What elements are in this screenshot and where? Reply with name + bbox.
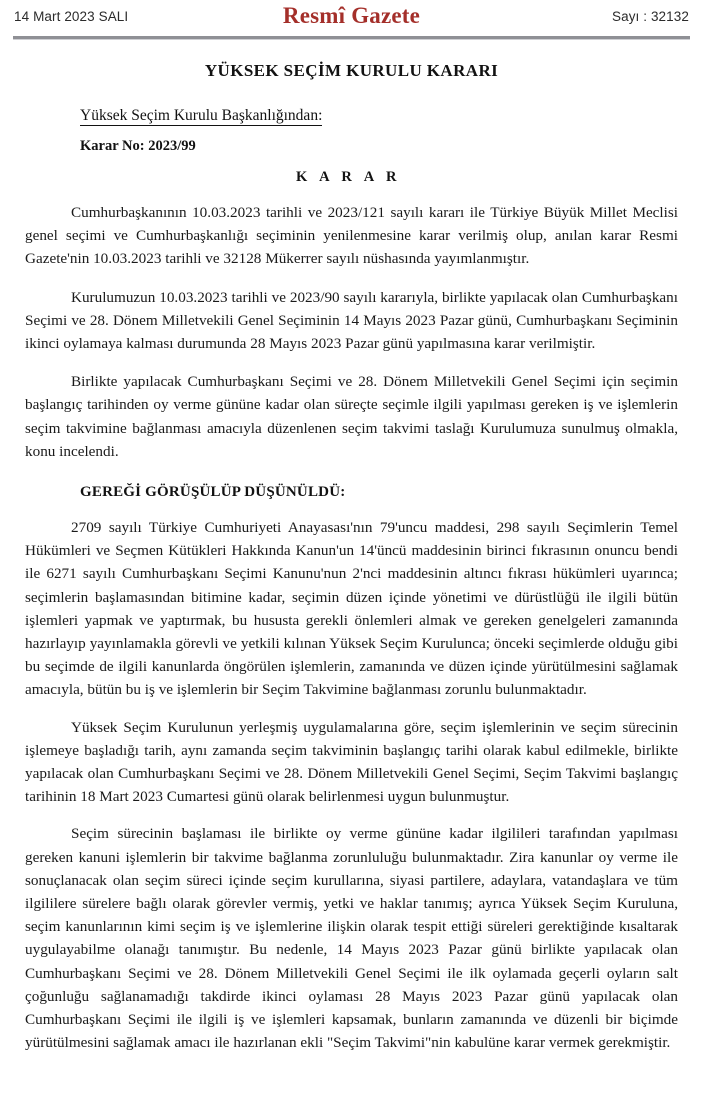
paragraph: Birlikte yapılacak Cumhurbaşkanı Seçimi ve 28. Dönem Milletvekili Genel Seçimi için seçimin başlangıç tarihinden oy verme gününe kadar olan süreçte seçimle ilgili yapılması gereken iş ve işlemlerin seçim takvimine bağlanması amacıyla düzenlenen seçim takvimi taslağı Kurulumuza sunulmuş olmakla, konu incelendi. xyxy=(25,373,678,460)
decision-word: K A R A R xyxy=(296,169,401,185)
section-heading: GEREĞİ GÖRÜŞÜLÜP DÜŞÜNÜLDÜ: xyxy=(80,484,346,501)
paragraph: Seçim sürecinin başlaması ile birlikte oy verme gününe kadar ilgilileri tarafından yapılması gereken kanuni işlemlerin bir takvime bağlanma zorunluluğu bulunmaktadır. Zira kanunlar oy verme ile sonuçlanacak olan seçim süreci içinde seçim kurullarına, siyasi partilere, adaylara, vatandaşlara ve tüm ilgililere sürelere bağlı olarak görevler vermiş, yetki ve haklar tanımış; ayrıca Yüksek Seçim Kuruluna, seçim kanunlarının kimi seçim iş ve işlemlerine ilişkin olarak tespit ettiği süreleri gerektiğinde kısaltarak uygulayabilme olanağı tanımıştır. Bu nedenle, 14 Mayıs 2023 Pazar günü birlikte yapılacak olan Cumhurbaşkanı Seçimi ve 28. Dönem Milletvekili Genel Seçimi ile ilk oylamada geçerli oyların salt çoğunluğu sağlanamadığı takdirde ikinci oylaması 28 Mayıs 2023 Pazar günü yapılacak olan Cumhurbaşkanı Seçimi ile ilgili iş ve işlemleri kapsamak, bunların zamanında ve düzenli bir biçimde yürütülmesini sağlamak amacı ile hazırlanan ekli "Seçim Takvimi"nin kabulüne karar vermek gerekmiştir. xyxy=(25,825,678,1052)
masthead xyxy=(0,0,703,33)
decision-number: Karar No: 2023/99 xyxy=(80,138,196,154)
paragraph: Yüksek Seçim Kurulunun yerleşmiş uygulamalarına göre, seçim işlemlerinin ve seçim sürecinin işlemeye başladığı tarih, aynı zamanda seçim takviminin başlangıç tarihi olarak kabul edilmekle, birlikte yapılacak olan Cumhurbaşkanı Seçimi ve 28. Dönem Milletvekili Genel Seçimi, Seçim Takvimi başlangıç tarihinin 18 Mart 2023 Cumartesi günü olarak belirlenmesi uygun bulunmuştur. xyxy=(25,718,678,806)
paragraph: Kurulumuzun 10.03.2023 tarihli ve 2023/90 sayılı kararıyla, birlikte yapılacak olan Cumhurbaşkanı Seçimi ve 28. Dönem Milletvekili Genel Seçiminin 14 Mayıs 2023 Pazar günü, Cumhurbaşkanı Seçiminin ikinci oylamaya kalması durumunda 28 Mayıs 2023 Pazar günü yapılmasına karar verilmiştir. xyxy=(25,288,678,353)
gazette-title: Resmî Gazete xyxy=(282,3,421,28)
issue-number: Sayı : 32132 xyxy=(611,9,689,24)
masthead-divider xyxy=(13,36,690,40)
document-body xyxy=(0,61,703,1055)
issuing-agency-label: Yüksek Seçim Kurulu Başkanlığından: xyxy=(80,107,323,124)
page-title: YÜKSEK SEÇİM KURULU KARARI xyxy=(204,61,499,80)
publication-date: 14 Mart 2023 SALI xyxy=(14,9,129,24)
paragraph: Cumhurbaşkanının 10.03.2023 tarihli ve 2023/121 sayılı kararı ile Türkiye Büyük Millet Meclisi genel seçimi ve Cumhurbaşkanlığı seçiminin yenilenmesine karar verilmiş olup, anılan karar Resmi Gazete'nin 10.03.2023 tarihli ve 32128 Mükerrer sayılı nüshasında yayımlanmıştır. xyxy=(25,204,678,268)
paragraph: 2709 sayılı Türkiye Cumhuriyeti Anayasası'nın 79'uncu maddesi, 298 sayılı Seçimlerin Temel Hükümleri ve Seçmen Kütükleri Hakkında Kanun'un 14'üncü maddesinin birinci fıkrasının onuncu bendi ile 6271 sayılı Cumhurbaşkanı Seçimi Kanunu'nun 2'nci maddesinin altıncı fıkrası hükümleri uyarınca; seçimlerin başlamasından bitimine kadar, seçimin düzen içinde yönetimi ve dürüstlüğü ile ilgili bütün işlemleri yapmak ve yaptırmak, bu hususta gerekli önlemleri almak ve gereken genelgeleri zamanında hazırlayıp yayınlamakla görevli ve yetkili kılınan Yüksek Seçim Kurulunca; önceki seçimlerde olduğu gibi bu seçimde de ilgili kanunlarda öngörülen işlemlerin, zamanında ve düzen içinde yürütülmesini sağlamak amacıyla, bütün bu iş ve işlemlerin bir Seçim Takvimine bağlanması zorunlu bulunmaktadır. xyxy=(25,519,678,699)
issuing-agency xyxy=(80,107,678,125)
